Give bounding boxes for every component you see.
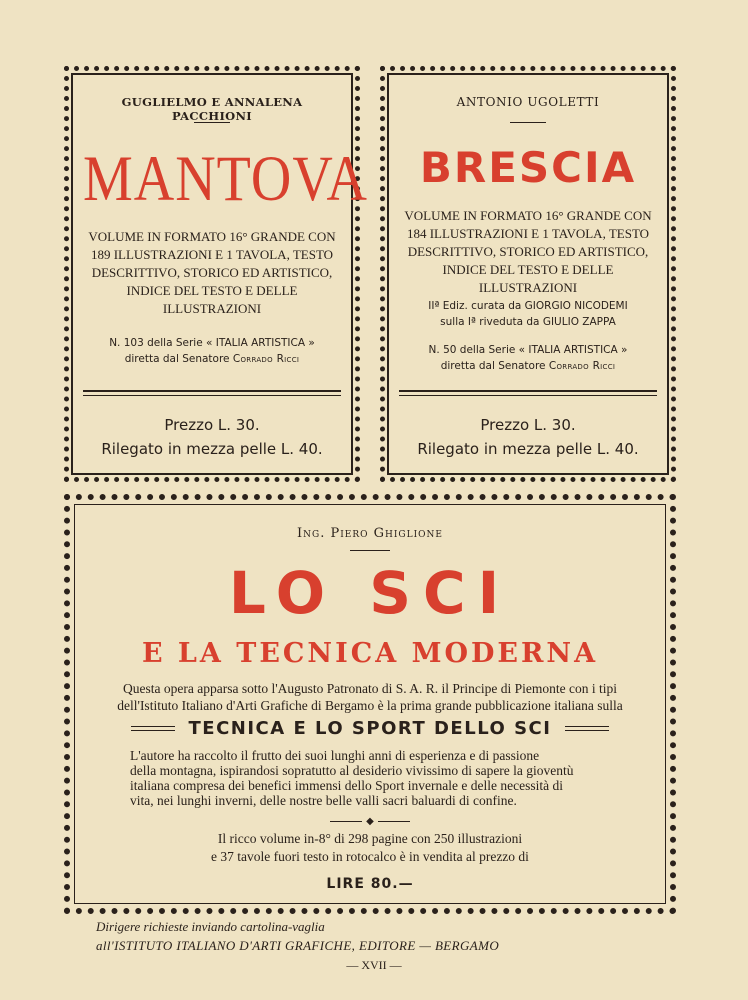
mantova-author: GUGLIELMO E ANNALENA PACCHIONI xyxy=(121,95,303,123)
sci-advert xyxy=(64,494,676,914)
ornament-divider xyxy=(70,816,670,827)
page-number: — XVII — xyxy=(346,958,402,972)
footer-instruction: Dirigere richieste inviando cartolina-vaglia xyxy=(96,919,325,934)
brescia-edition-note: IIª Ediz. curata da GIORGIO NICODEMI sulla Iª riveduta da GIULIO ZAPPA xyxy=(428,300,628,328)
sci-title: LO SCI xyxy=(228,559,512,627)
brescia-advert xyxy=(380,66,676,482)
sci-price: LIRE 80.— xyxy=(326,876,414,892)
mantova-title: MANTOVA xyxy=(83,143,368,215)
sci-short-rule xyxy=(350,550,390,551)
sci-intro: Questa opera apparsa sotto l'Augusto Patronato di S. A. R. il Principe di Piemonte con i tipi dell'Istituto Italiano d'Arti Grafiche di Bergamo è la prima grande pubblicazione italiana sulla xyxy=(117,681,623,713)
sci-subtitle: E LA TECNICA MODERNA xyxy=(141,638,599,669)
brescia-author: ANTONIO UGOLETTI xyxy=(456,95,600,109)
mantova-advert xyxy=(64,66,368,482)
brescia-price: Prezzo L. 30. Rilegato in mezza pelle L. 40. xyxy=(417,416,639,458)
sci-headline-row xyxy=(70,718,670,739)
brescia-series-note: N. 50 della Serie « ITALIA ARTISTICA » diretta dal Senatore Corrado Ricci xyxy=(428,344,628,372)
sci-volume-info: Il ricco volume in-8° di 298 pagine con 250 illustrazioni e 37 tavole fuori testo in rotocalco è in vendita al prezzo di xyxy=(211,831,529,864)
brescia-title: BRESCIA xyxy=(419,143,637,192)
mantova-short-rule xyxy=(194,122,230,123)
sci-author: Ing. Piero Ghiglione xyxy=(297,526,443,541)
mantova-divider xyxy=(83,390,341,396)
sci-body: L'autore ha raccolto il frutto dei suoi lunghi anni di esperienza e di passione della montagna, ispirandosi sopratutto al desiderio vivissimo di sapere la gioventù italiana compresa dei benefici immensi dello Sport invernale e delle necessità di vita, nei lunghi inverni, delle nostre belle valli sacri baluardi di confine. xyxy=(130,748,574,808)
mantova-series-note: N. 103 della Serie « ITALIA ARTISTICA » diretta dal Senatore Corrado Ricci xyxy=(109,337,315,365)
brescia-description: VOLUME IN FORMATO 16° GRANDE CON 184 ILLUSTRAZIONI E 1 TAVOLA, TESTO DESCRITTIVO, STORICO ED ARTISTICO, INDICE DEL TESTO E DELLE ILLUSTRAZIONI xyxy=(404,208,652,295)
mantova-price: Prezzo L. 30. Rilegato in mezza pelle L. 40. xyxy=(101,416,323,458)
diamond-icon: ◆ xyxy=(366,816,374,827)
footer-publisher: all'ISTITUTO ITALIANO D'ARTI GRAFICHE, EDITORE — BERGAMO xyxy=(96,938,500,953)
brescia-divider xyxy=(399,390,657,396)
sci-headline: TECNICA E LO SPORT DELLO SCI xyxy=(188,718,552,739)
brescia-short-rule xyxy=(510,122,546,123)
headline-rule-left xyxy=(131,726,175,731)
mantova-description: VOLUME IN FORMATO 16° GRANDE CON 189 ILLUSTRAZIONI E 1 TAVOLA, TESTO DESCRITTIVO, STORICO ED ARTISTICO, INDICE DEL TESTO E DELLE ILLUSTRAZIONI xyxy=(88,229,336,316)
headline-rule-right xyxy=(565,726,609,731)
